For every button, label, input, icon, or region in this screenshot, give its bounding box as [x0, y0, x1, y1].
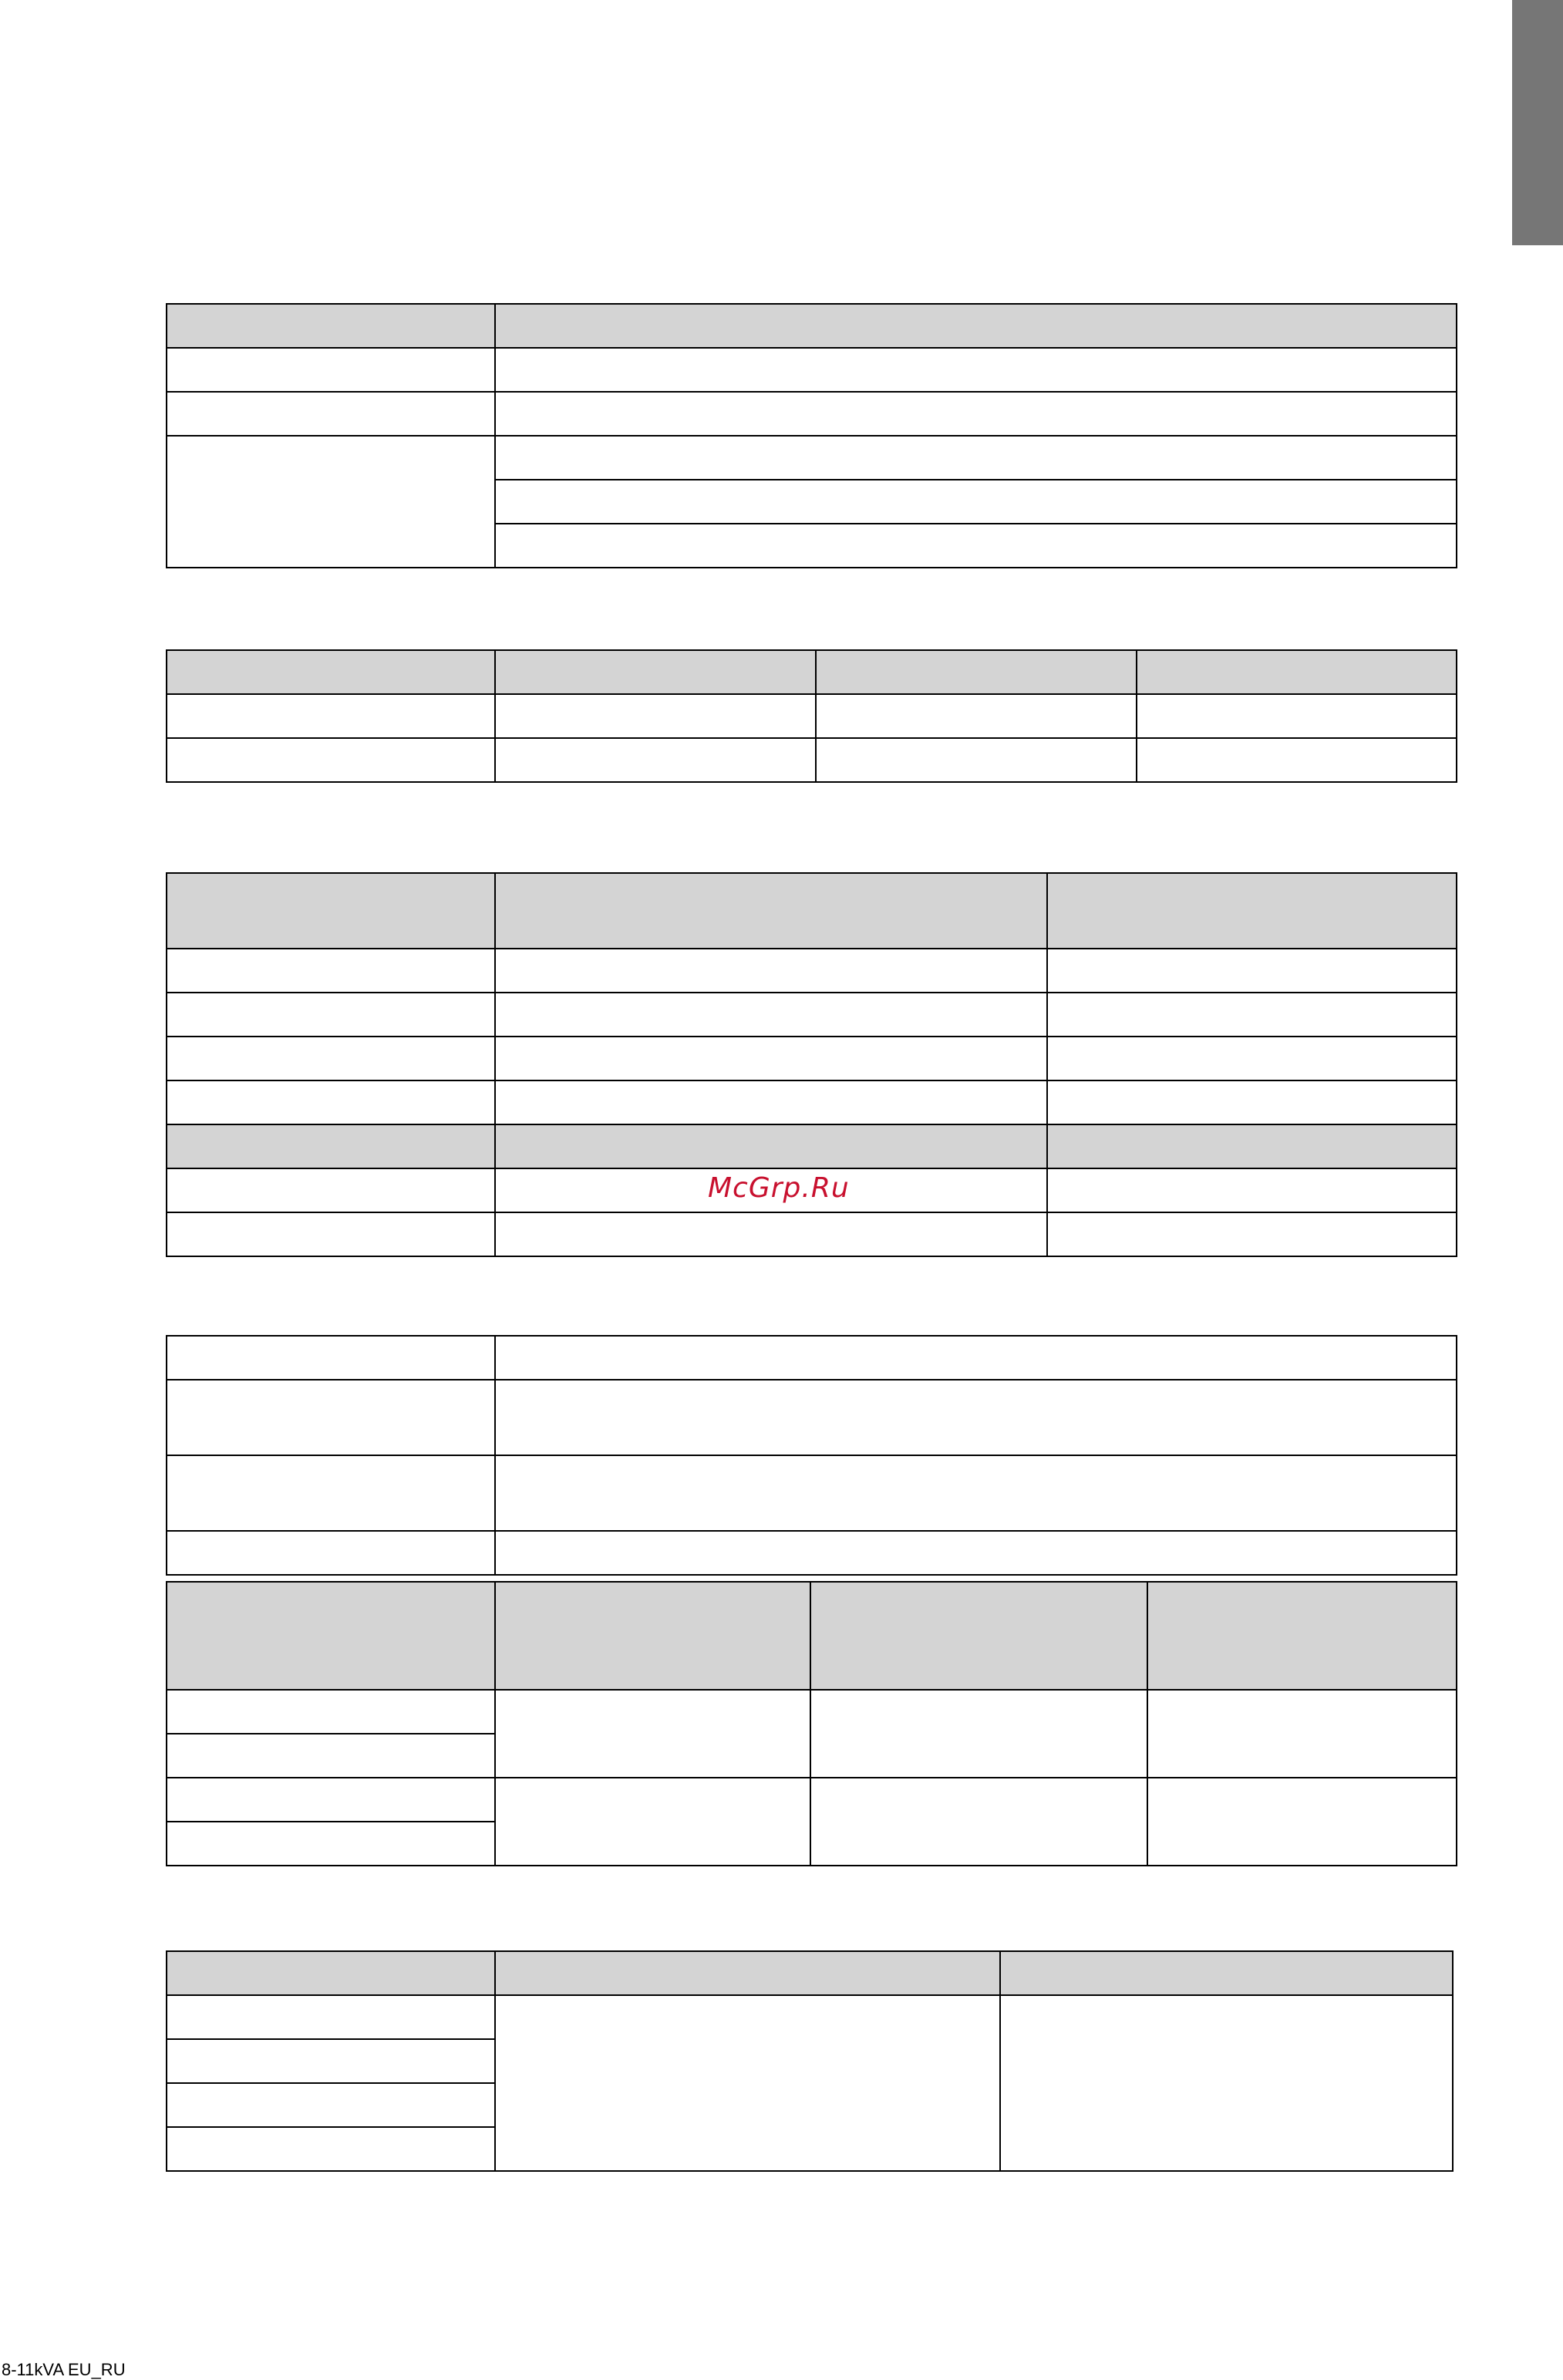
- table-cell: [495, 1582, 810, 1690]
- table-cell: [816, 738, 1137, 782]
- table-cell: [1047, 1080, 1457, 1124]
- side-tab-marker: [1512, 0, 1563, 245]
- table-cell: [167, 2039, 495, 2083]
- table-cell: [495, 993, 1047, 1037]
- table-cell: [167, 1582, 495, 1690]
- table-cell: [816, 694, 1137, 738]
- table-cell: [167, 650, 495, 694]
- table-cell: [167, 2083, 495, 2127]
- table-cell: [495, 480, 1457, 524]
- table-cell: [495, 1212, 1047, 1256]
- table-cell: [495, 1951, 1000, 1995]
- table-cell: [495, 392, 1457, 436]
- table-cell: [1047, 1212, 1457, 1256]
- table-cell: [167, 1212, 495, 1256]
- table-cell: [167, 993, 495, 1037]
- table-cell: [1147, 1582, 1457, 1690]
- table-cell: [495, 1124, 1047, 1168]
- table-cell: [495, 949, 1047, 993]
- table-cell: [1047, 993, 1457, 1037]
- table-cell: [1137, 694, 1457, 738]
- table-cell: [495, 873, 1047, 949]
- table-cell: [495, 694, 816, 738]
- table-cell: [167, 694, 495, 738]
- table-cell: [1047, 873, 1457, 949]
- table-cell: [495, 304, 1457, 348]
- table-cell: [167, 1951, 495, 1995]
- table-cell: [167, 949, 495, 993]
- table-cell: [167, 1380, 495, 1455]
- spec-table-1: [166, 303, 1457, 568]
- table-cell: [1000, 1995, 1453, 2171]
- table-cell: [495, 1531, 1457, 1575]
- table-cell: [495, 348, 1457, 392]
- table-cell: [1000, 1951, 1453, 1995]
- table-cell: [167, 1080, 495, 1124]
- table-cell: [167, 1336, 495, 1380]
- table-cell: [495, 1080, 1047, 1124]
- table-cell: [167, 436, 495, 568]
- table-cell: [1047, 949, 1457, 993]
- table-cell: [1047, 1037, 1457, 1080]
- table-cell: [495, 524, 1457, 568]
- table-cell: [495, 738, 816, 782]
- footer-document-code: 8-11kVA EU_RU: [2, 2360, 126, 2379]
- table-cell: [167, 304, 495, 348]
- table-cell: [1047, 1124, 1457, 1168]
- table-cell: [167, 1690, 495, 1734]
- table-cell: [167, 2127, 495, 2171]
- table-cell: [495, 1336, 1457, 1380]
- table-cell: [495, 650, 816, 694]
- table-cell: [495, 1690, 810, 1778]
- table-cell: [167, 1822, 495, 1866]
- table-cell: [167, 1168, 495, 1212]
- watermark-text: McGrp.Ru: [708, 1172, 850, 1204]
- table-cell: [167, 1778, 495, 1822]
- table-cell: [167, 1455, 495, 1531]
- table-cell: [495, 436, 1457, 480]
- table-cell: [816, 650, 1137, 694]
- table-cell: [495, 1037, 1047, 1080]
- table-cell: [167, 1124, 495, 1168]
- spec-table-6: [166, 1950, 1454, 2172]
- table-cell: [167, 873, 495, 949]
- table-cell: [810, 1690, 1147, 1778]
- table-cell: [810, 1778, 1147, 1866]
- table-cell: [167, 1995, 495, 2039]
- table-cell: [167, 738, 495, 782]
- table-cell: [495, 1455, 1457, 1531]
- table-cell: [1147, 1690, 1457, 1778]
- table-cell: [167, 1531, 495, 1575]
- spec-table-2: [166, 649, 1457, 783]
- table-cell: [167, 348, 495, 392]
- table-cell: [495, 1380, 1457, 1455]
- table-cell: [495, 1995, 1000, 2171]
- table-cell: [167, 1734, 495, 1778]
- table-cell: [1047, 1168, 1457, 1212]
- table-cell: [495, 1778, 810, 1866]
- table-cell: [167, 392, 495, 436]
- table-cell: [1137, 738, 1457, 782]
- spec-table-4: [166, 1335, 1457, 1576]
- table-cell: [1147, 1778, 1457, 1866]
- spec-table-5: [166, 1581, 1457, 1866]
- table-cell: [810, 1582, 1147, 1690]
- table-cell: [167, 1037, 495, 1080]
- table-cell: [1137, 650, 1457, 694]
